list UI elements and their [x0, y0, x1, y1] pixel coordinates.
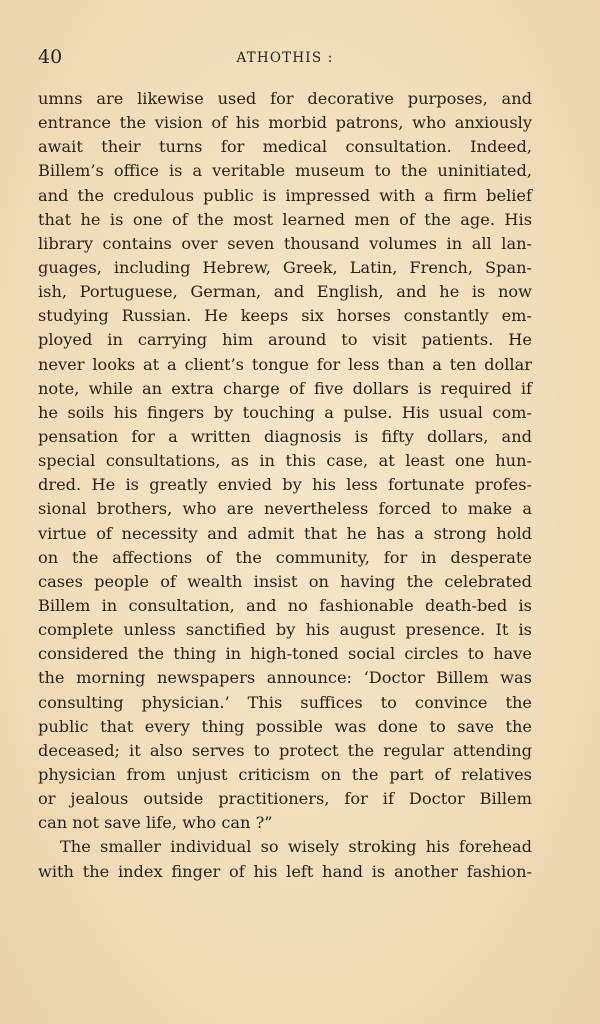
text-line: or jealous outside practitioners, for if Doctor Billem [38, 789, 532, 809]
text-line: on the affections of the community, for in desperate [38, 547, 532, 567]
text-line: Billem’s office is a veritable museum to the uninitiated, [38, 161, 532, 181]
text-line: with the index finger of his left hand is another fashion- [38, 861, 532, 881]
text-line: virtue of necessity and admit that he has a strong hold [38, 523, 532, 543]
text-line: studying Russian. He keeps six horses constantly em- [38, 306, 532, 326]
paragraph-start-line: The smaller individual so wisely stroking his forehead [60, 837, 532, 857]
text-line: cases people of wealth insist on having the celebrated [38, 571, 532, 591]
text-line: he soils his fingers by touching a pulse. His usual com- [38, 402, 532, 422]
text-line: physician from unjust criticism on the part of relatives [38, 764, 532, 784]
text-line: the morning newspapers announce: ‘Doctor Billem was [38, 668, 532, 688]
text-line: dred. He is greatly envied by his less fortunate profes- [38, 475, 532, 495]
text-line: note, while an extra charge of five dollars is required if [38, 378, 532, 398]
text-line: complete unless sanctified by his august presence. It is [38, 620, 532, 640]
text-line: guages, including Hebrew, Greek, Latin, French, Span- [38, 257, 532, 277]
text-line: Billem in consultation, and no fashionable death-bed is [38, 595, 532, 615]
text-line: ish, Portuguese, German, and English, and he is now [38, 282, 532, 302]
text-line: deceased; it also serves to protect the regular attending [38, 740, 532, 760]
running-head: ATHOTHIS : [236, 50, 334, 66]
text-line: consulting physician.’ This suffices to convince the [38, 692, 532, 712]
text-line: public that every thing possible was done to save the [38, 716, 532, 736]
text-line: considered the thing in high-toned social circles to have [38, 644, 532, 664]
page-number: 40 [38, 46, 63, 68]
text-line: that he is one of the most learned men of the age. His [38, 209, 532, 229]
page-header [38, 44, 532, 70]
text-line: and the credulous public is impressed with a firm belief [38, 185, 532, 205]
text-line: library contains over seven thousand volumes in all lan- [38, 233, 532, 253]
text-line: umns are likewise used for decorative purposes, and [38, 89, 532, 108]
text-line: pensation for a written diagnosis is fifty dollars, and [38, 426, 532, 446]
text-line: sional brothers, who are nevertheless forced to make a [38, 499, 532, 519]
text-line: await their turns for medical consultation. Indeed, [38, 137, 532, 157]
text-line: ployed in carrying him around to visit patients. He [38, 330, 532, 350]
text-line: special consultations, as in this case, at least one hun- [38, 451, 532, 471]
text-line: never looks at a client’s tongue for less than a ten dollar [38, 354, 532, 374]
text-line: entrance the vision of his morbid patrons, who anxiously [38, 113, 532, 133]
paragraph-end-line: can not save life, who can ?” [38, 813, 273, 833]
body-text [38, 87, 532, 884]
